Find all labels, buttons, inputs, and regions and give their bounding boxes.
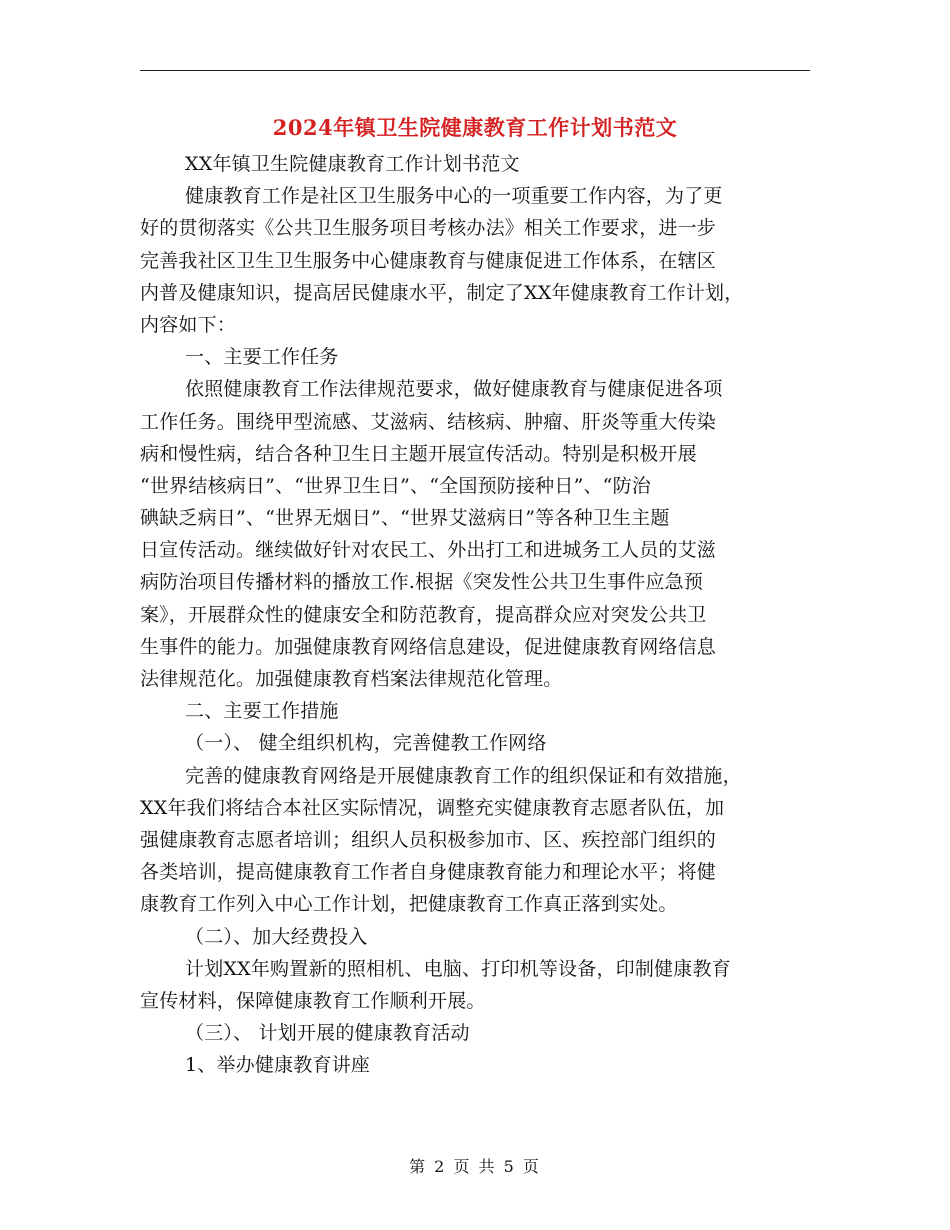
- text-line: 碘缺乏病日”、“世界无烟日”、“世界艾滋病日”等各种卫生主题: [140, 507, 670, 530]
- text-line: 病和慢性病，结合各种卫生日主题开展宣传活动。特别是积极开展: [140, 442, 697, 465]
- text-line: 康教育工作列入中心工作计划，把健康教育工作真正落到实处。: [140, 893, 678, 916]
- text-line: 1、举办健康教育讲座: [185, 1054, 371, 1077]
- document-title: 2024年镇卫生院健康教育工作计划书范文: [272, 115, 678, 140]
- text-line: 计划XX年购置新的照相机、电脑、打印机等设备，印制健康教育: [185, 957, 731, 980]
- text-line: 好的贯彻落实《公共卫生服务项目考核办法》相关工作要求，进一步: [140, 217, 717, 240]
- text-line: 一、主要工作任务: [185, 346, 339, 369]
- text-line: 各类培训，提高健康教育工作者自身健康教育能力和理论水平；将健: [140, 861, 717, 884]
- text-line: 健康教育工作是社区卫生服务中心的一项重要工作内容，为了更: [185, 185, 723, 208]
- text-line: 内容如下：: [140, 313, 237, 336]
- text-line: 日宣传活动。继续做好针对农民工、外出打工和进城务工人员的艾滋: [140, 539, 717, 562]
- text-line: （一）、 健全组织机构，完善健教工作网络: [185, 732, 547, 755]
- text-line: 依照健康教育工作法律规范要求，做好健康教育与健康促进各项: [185, 378, 723, 401]
- text-line: “世界结核病日”、“世界卫生日”、“全国预防接种日”、“防治: [140, 474, 651, 497]
- text-line: 完善我社区卫生卫生服务中心健康教育与健康促进工作体系，在辖区: [140, 249, 717, 272]
- text-line: 病防治项目传播材料的播放工作.根据《突发性公共卫生事件应急预: [140, 571, 704, 594]
- page-footer: 第 2 页 共 5 页: [409, 1157, 541, 1176]
- text-line: 工作任务。围绕甲型流感、艾滋病、结核病、肿瘤、肝炎等重大传染: [140, 410, 717, 433]
- text-line: 宣传材料，保障健康教育工作顺利开展。: [140, 989, 486, 1012]
- document-body: [140, 148, 812, 1081]
- text-line: XX年我们将结合本社区实际情况，调整充实健康教育志愿者队伍，加: [140, 796, 725, 819]
- text-line: 生事件的能力。加强健康教育网络信息建设，促进健康教育网络信息: [140, 635, 717, 658]
- text-line: 内普及健康知识，提高居民健康水平，制定了XX年健康教育工作计划，: [140, 281, 744, 304]
- text-line: 完善的健康教育网络是开展健康教育工作的组织保证和有效措施，: [185, 764, 742, 787]
- text-line: 二、主要工作措施: [185, 700, 339, 723]
- text-line: 案》，开展群众性的健康安全和防范教育，提高群众应对突发公共卫: [140, 603, 707, 626]
- text-line: 法律规范化。加强健康教育档案法律规范化管理。: [140, 668, 563, 690]
- text-line: XX年镇卫生院健康教育工作计划书范文: [185, 153, 520, 175]
- text-line: （二）、加大经费投入: [185, 925, 368, 948]
- text-line: 强健康教育志愿者培训；组织人员积极参加市、区、疾控部门组织的: [140, 828, 717, 851]
- header-rule: [140, 70, 810, 71]
- text-line: （三）、 计划开展的健康教育活动: [185, 1022, 470, 1045]
